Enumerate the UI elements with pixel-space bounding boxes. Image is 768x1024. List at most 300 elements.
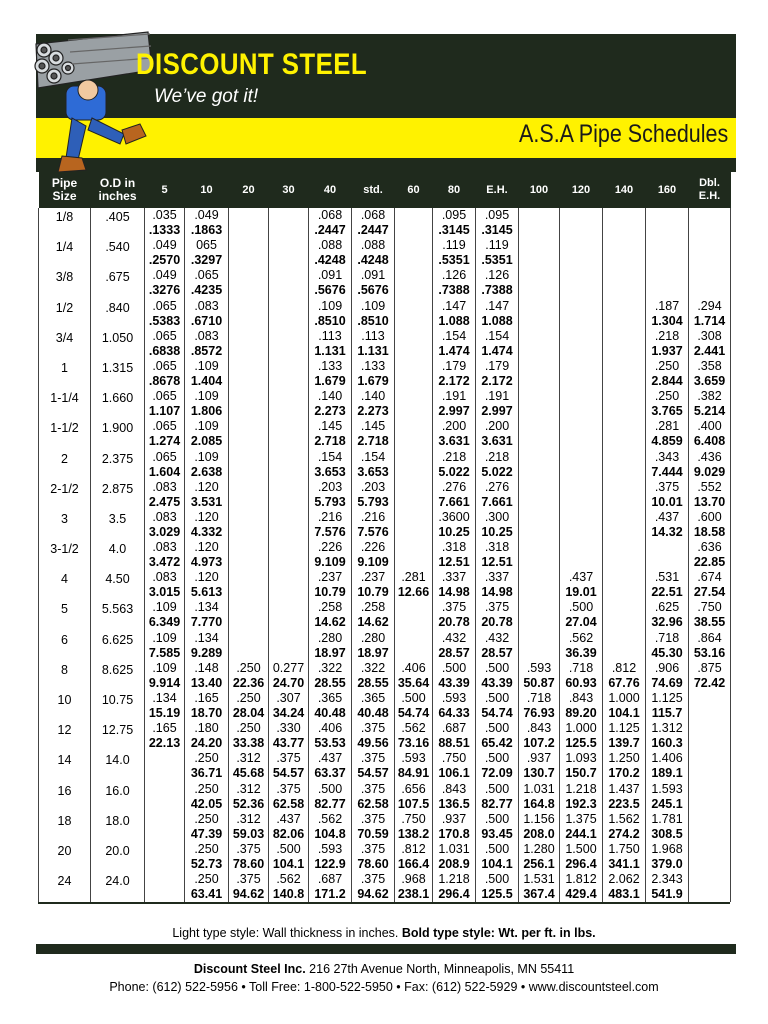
schedule-cell <box>309 782 352 812</box>
weight-per-foot: 2.085 <box>190 434 223 449</box>
weight-per-foot: 244.1 <box>565 826 597 841</box>
wall-thickness: .400 <box>697 419 722 434</box>
weight-per-foot: 1.714 <box>693 313 726 328</box>
weight-per-foot: 2.844 <box>651 373 683 388</box>
pipe-size-cell: 16 <box>39 782 91 812</box>
weight-per-foot: 43.39 <box>481 675 513 690</box>
weight-per-foot: 164.8 <box>523 796 555 811</box>
schedule-cell <box>433 450 476 480</box>
schedule-cell <box>603 631 646 661</box>
schedule-cell <box>603 419 646 449</box>
schedule-cell <box>352 238 395 268</box>
weight-per-foot: 82.77 <box>481 796 513 811</box>
schedule-cell <box>476 812 519 842</box>
outer-diameter-cell: 1.660 <box>91 389 145 419</box>
schedule-cell <box>560 389 603 419</box>
schedule-cell <box>229 691 269 721</box>
outer-diameter-cell: 6.625 <box>91 631 145 661</box>
schedule-cell <box>689 510 731 540</box>
schedule-cell <box>145 721 185 751</box>
schedule-cell <box>309 238 352 268</box>
weight-per-foot: 192.3 <box>565 796 597 811</box>
weight-per-foot: 72.42 <box>693 675 726 690</box>
wall-thickness: 1.031 <box>438 841 470 856</box>
schedule-cell <box>519 691 560 721</box>
footer-rule <box>36 944 736 954</box>
weight-per-foot: .5351 <box>481 253 513 268</box>
schedule-cell <box>395 540 433 570</box>
schedule-cell <box>395 238 433 268</box>
schedule-cell <box>185 359 229 389</box>
weight-per-foot: 4.973 <box>190 555 223 570</box>
wall-thickness: .687 <box>317 872 343 887</box>
schedule-cell <box>185 661 229 691</box>
weight-per-foot: 208.0 <box>523 826 555 841</box>
schedule-cell <box>560 299 603 329</box>
weight-per-foot: 49.56 <box>357 736 389 751</box>
weight-per-foot: .3276 <box>148 283 181 298</box>
schedule-cell <box>646 450 689 480</box>
weight-per-foot: 5.214 <box>693 404 726 419</box>
schedule-cell <box>603 721 646 751</box>
wall-thickness: .226 <box>317 540 343 555</box>
schedule-cell <box>395 359 433 389</box>
weight-per-foot: 171.2 <box>314 887 346 902</box>
wall-thickness: .937 <box>441 811 467 826</box>
wall-thickness: .276 <box>441 479 467 494</box>
weight-per-foot: .5351 <box>438 253 470 268</box>
schedule-cell <box>145 389 185 419</box>
schedule-cell <box>433 661 476 691</box>
weight-per-foot: 4.332 <box>190 524 223 539</box>
weight-per-foot: 34.24 <box>272 706 305 720</box>
wall-thickness: .200 <box>484 419 510 434</box>
outer-diameter-cell: .540 <box>91 238 145 268</box>
weight-per-foot: 9.109 <box>357 555 389 570</box>
weight-per-foot: 35.64 <box>397 675 430 690</box>
weight-per-foot: 54.57 <box>357 766 389 781</box>
schedule-cell <box>476 600 519 630</box>
wall-thickness: .562 <box>568 630 594 645</box>
weight-per-foot: 1.679 <box>357 373 389 388</box>
wall-thickness: .126 <box>441 268 467 283</box>
schedule-cell <box>646 600 689 630</box>
weight-per-foot: 223.5 <box>608 796 640 811</box>
schedule-cell <box>309 329 352 359</box>
wall-thickness: .083 <box>152 570 177 585</box>
footer-contact-line: Phone: (612) 522-5956 • Toll Free: 1-800-522-5950 • Fax: (612) 522-5929 • www.discountsteel.com <box>109 980 659 994</box>
schedule-cell <box>603 570 646 600</box>
schedule-cell <box>229 782 269 812</box>
weight-per-foot: 73.16 <box>397 736 430 751</box>
schedule-cell <box>395 812 433 842</box>
pipe-size-cell: 12 <box>39 721 91 751</box>
wall-thickness: .300 <box>484 509 510 524</box>
schedule-cell <box>269 570 309 600</box>
weight-per-foot: .8510 <box>314 313 346 328</box>
schedule-cell <box>689 721 731 751</box>
schedule-cell <box>229 208 269 238</box>
wall-thickness: .203 <box>317 479 343 494</box>
weight-per-foot: 107.5 <box>397 796 430 811</box>
weight-per-foot: 67.76 <box>608 675 640 690</box>
schedule-cell <box>395 721 433 751</box>
wall-thickness: .083 <box>194 298 219 313</box>
schedule-cell <box>433 842 476 872</box>
weight-per-foot: 45.30 <box>651 645 683 660</box>
schedule-cell <box>433 631 476 661</box>
schedule-cell <box>433 329 476 359</box>
schedule-cell <box>519 751 560 781</box>
schedule-cell <box>229 238 269 268</box>
schedule-cell <box>185 510 229 540</box>
wall-thickness: .095 <box>441 208 467 222</box>
wall-thickness: .750 <box>697 600 722 615</box>
weight-per-foot: 20.78 <box>438 615 470 630</box>
wall-thickness: .109 <box>317 298 343 313</box>
pipe-size-cell: 1-1/4 <box>39 389 91 419</box>
weight-per-foot: 28.55 <box>357 675 389 690</box>
schedule-cell <box>395 450 433 480</box>
pipe-size-cell: 1/8 <box>39 208 91 238</box>
weight-per-foot: 40.48 <box>314 706 346 720</box>
schedule-cell <box>433 782 476 812</box>
wall-thickness: .375 <box>360 811 386 826</box>
schedule-cell <box>560 842 603 872</box>
weight-per-foot: 9.109 <box>314 555 346 570</box>
weight-per-foot: 24.70 <box>272 675 305 690</box>
wall-thickness: .406 <box>317 721 343 736</box>
schedule-cell <box>689 299 731 329</box>
schedule-cell <box>145 419 185 449</box>
column-header: 20 <box>229 172 269 208</box>
schedule-cell <box>519 661 560 691</box>
wall-thickness: .500 <box>401 691 426 705</box>
weight-per-foot: 2.718 <box>314 434 346 449</box>
schedule-cell <box>646 238 689 268</box>
wall-thickness: .593 <box>317 841 343 856</box>
schedule-cell <box>309 268 352 298</box>
schedule-cell <box>229 510 269 540</box>
wall-thickness: .109 <box>194 358 219 373</box>
pipe-size-cell: 1-1/2 <box>39 419 91 449</box>
column-header: 80 <box>433 172 476 208</box>
wall-thickness: .134 <box>152 691 177 705</box>
wall-thickness: .179 <box>441 358 467 373</box>
weight-per-foot: 24.20 <box>190 736 223 751</box>
schedule-cell <box>145 359 185 389</box>
wall-thickness: .133 <box>317 358 343 373</box>
schedule-cell <box>352 359 395 389</box>
wall-thickness: .191 <box>441 389 467 404</box>
schedule-cell <box>145 631 185 661</box>
wall-thickness: .065 <box>194 268 219 283</box>
weight-per-foot: .2447 <box>314 223 346 237</box>
wall-thickness: .065 <box>152 298 177 313</box>
schedule-cell <box>603 208 646 238</box>
weight-per-foot: .7388 <box>438 283 470 298</box>
wall-thickness: .083 <box>152 509 177 524</box>
schedule-cell <box>689 631 731 661</box>
wall-thickness: 1.531 <box>523 872 555 887</box>
weight-per-foot: 5.613 <box>190 585 223 600</box>
wall-thickness: .562 <box>401 721 426 736</box>
weight-per-foot: 3.659 <box>693 373 726 388</box>
wall-thickness: .500 <box>317 781 343 796</box>
pipe-size-cell: 24 <box>39 872 91 902</box>
weight-per-foot: 22.36 <box>232 675 265 690</box>
schedule-cell <box>269 480 309 510</box>
schedule-cell <box>269 268 309 298</box>
schedule-cell <box>689 268 731 298</box>
wall-thickness: .3600 <box>438 509 470 524</box>
brand-tagline: We’ve got it! <box>154 86 259 107</box>
wall-thickness: .083 <box>152 479 177 494</box>
outer-diameter-cell: 18.0 <box>91 812 145 842</box>
schedule-cell <box>229 359 269 389</box>
outer-diameter-cell: 1.900 <box>91 419 145 449</box>
schedule-cell <box>309 299 352 329</box>
schedule-cell <box>395 268 433 298</box>
table-row <box>39 299 731 329</box>
wall-thickness: .432 <box>441 630 467 645</box>
weight-per-foot: 115.7 <box>651 706 683 720</box>
column-header: 60 <box>395 172 433 208</box>
weight-per-foot: 125.5 <box>565 736 597 751</box>
weight-per-foot: 125.5 <box>481 887 513 902</box>
schedule-cell <box>689 329 731 359</box>
pipe-size-cell: 3/8 <box>39 268 91 298</box>
wall-thickness: 1.375 <box>565 811 597 826</box>
weight-per-foot: .1863 <box>190 223 223 237</box>
table-row <box>39 721 731 751</box>
wall-thickness: .437 <box>276 811 301 826</box>
schedule-cell <box>352 751 395 781</box>
weight-per-foot: 122.9 <box>314 856 346 871</box>
schedule-cell <box>476 510 519 540</box>
pipe-size-cell: 20 <box>39 842 91 872</box>
wall-thickness: .068 <box>317 208 343 222</box>
weight-per-foot: 94.62 <box>357 887 389 902</box>
pipe-size-cell: 14 <box>39 751 91 781</box>
weight-per-foot: 64.33 <box>438 706 470 720</box>
wall-thickness: .109 <box>152 660 177 675</box>
wall-thickness: .165 <box>194 691 219 705</box>
wall-thickness: .593 <box>401 751 426 766</box>
schedule-cell <box>646 631 689 661</box>
weight-per-foot: 104.8 <box>314 826 346 841</box>
wall-thickness: .406 <box>401 660 426 675</box>
weight-per-foot: 104.1 <box>481 856 513 871</box>
wall-thickness: .337 <box>441 570 467 585</box>
brand-name: DISCOUNT STEEL <box>136 48 368 81</box>
wall-thickness: 1.562 <box>608 811 640 826</box>
weight-per-foot: 28.55 <box>314 675 346 690</box>
wall-thickness: .968 <box>401 872 426 887</box>
schedule-cell <box>185 600 229 630</box>
wall-thickness: 1.500 <box>565 841 597 856</box>
pipe-size-cell: 5 <box>39 600 91 630</box>
schedule-cell <box>560 238 603 268</box>
schedule-cell <box>433 480 476 510</box>
schedule-cell <box>352 691 395 721</box>
wall-thickness: .154 <box>484 328 510 343</box>
wall-thickness: .906 <box>654 660 680 675</box>
wall-thickness: .120 <box>194 570 219 585</box>
wall-thickness: .812 <box>611 660 637 675</box>
schedule-cell <box>560 329 603 359</box>
wall-thickness: .216 <box>317 509 343 524</box>
schedule-cell <box>603 359 646 389</box>
weight-per-foot: .8572 <box>190 343 223 358</box>
schedule-cell <box>269 208 309 238</box>
schedule-cell <box>395 691 433 721</box>
schedule-cell <box>269 661 309 691</box>
schedule-cell <box>309 208 352 238</box>
weight-per-foot: 274.2 <box>608 826 640 841</box>
weight-per-foot: 2.441 <box>693 343 726 358</box>
schedule-cell <box>309 450 352 480</box>
schedule-cell <box>646 540 689 570</box>
weight-per-foot: 50.87 <box>523 675 555 690</box>
schedule-cell <box>229 872 269 902</box>
schedule-cell <box>145 782 185 812</box>
wall-thickness: .375 <box>360 751 386 766</box>
schedule-cell <box>433 419 476 449</box>
weight-per-foot: 140.8 <box>272 887 305 902</box>
weight-per-foot: .8678 <box>148 373 181 388</box>
weight-per-foot: 2.273 <box>357 404 389 419</box>
schedule-cell <box>519 268 560 298</box>
weight-per-foot: 6.408 <box>693 434 726 449</box>
table-row <box>39 751 731 781</box>
weight-per-foot: 88.51 <box>438 736 470 751</box>
schedule-cell <box>185 419 229 449</box>
wall-thickness: .437 <box>568 570 594 585</box>
weight-per-foot: 18.97 <box>314 645 346 660</box>
outer-diameter-cell: 16.0 <box>91 782 145 812</box>
weight-per-foot: 43.77 <box>272 736 305 751</box>
schedule-cell <box>229 842 269 872</box>
weight-per-foot: 28.04 <box>232 706 265 720</box>
schedule-cell <box>352 268 395 298</box>
weight-per-foot: 238.1 <box>397 887 430 902</box>
schedule-cell <box>185 480 229 510</box>
weight-per-foot: 10.79 <box>314 585 346 600</box>
weight-per-foot: 3.029 <box>148 524 181 539</box>
schedule-cell <box>395 661 433 691</box>
wall-thickness: .226 <box>360 540 386 555</box>
weight-per-foot: .4235 <box>190 283 223 298</box>
pipe-size-cell: 4 <box>39 570 91 600</box>
wall-thickness: .091 <box>317 268 343 283</box>
weight-per-foot: 7.770 <box>190 615 223 630</box>
wall-thickness: .088 <box>317 238 343 253</box>
wall-thickness: 1.250 <box>608 751 640 766</box>
wall-thickness: .375 <box>236 872 261 887</box>
schedule-cell <box>309 510 352 540</box>
weight-per-foot: 28.57 <box>481 645 513 660</box>
wall-thickness: .322 <box>360 660 386 675</box>
schedule-cell <box>229 540 269 570</box>
wall-thickness: .382 <box>697 389 722 404</box>
weight-per-foot: 22.85 <box>693 555 726 570</box>
schedule-cell <box>476 570 519 600</box>
wall-thickness: .375 <box>360 781 386 796</box>
schedule-cell <box>269 540 309 570</box>
wall-thickness: .250 <box>654 358 680 373</box>
pipe-size-cell: 2 <box>39 450 91 480</box>
weight-per-foot: 5.022 <box>438 464 470 479</box>
weight-per-foot: 296.4 <box>565 856 597 871</box>
schedule-cell <box>185 782 229 812</box>
outer-diameter-cell: .675 <box>91 268 145 298</box>
wall-thickness: .312 <box>236 811 261 826</box>
weight-per-foot: .8510 <box>357 313 389 328</box>
schedule-cell <box>476 872 519 902</box>
weight-per-foot: 170.8 <box>438 826 470 841</box>
weight-per-foot: 7.576 <box>314 524 346 539</box>
wall-thickness: .330 <box>276 721 301 736</box>
schedule-cell <box>309 389 352 419</box>
wall-thickness: .308 <box>697 328 722 343</box>
schedule-cell <box>476 540 519 570</box>
outer-diameter-cell: 20.0 <box>91 842 145 872</box>
wall-thickness: .145 <box>360 419 386 434</box>
schedule-cell <box>309 570 352 600</box>
wall-thickness: .120 <box>194 479 219 494</box>
schedule-cell <box>352 329 395 359</box>
wall-thickness: 065 <box>196 238 217 253</box>
schedule-cell <box>352 721 395 751</box>
schedule-cell <box>603 782 646 812</box>
weight-per-foot: 19.01 <box>565 585 597 600</box>
weight-per-foot: 27.04 <box>565 615 597 630</box>
schedule-cell <box>560 751 603 781</box>
wall-thickness: .065 <box>152 389 177 404</box>
weight-per-foot: 9.289 <box>190 645 223 660</box>
schedule-cell <box>519 570 560 600</box>
schedule-cell <box>476 480 519 510</box>
wall-thickness: .937 <box>526 751 552 766</box>
schedule-cell <box>229 329 269 359</box>
wall-thickness: .562 <box>317 811 343 826</box>
schedule-cell <box>185 450 229 480</box>
pipe-size-cell: 1 <box>39 359 91 389</box>
pipe-size-cell: 1/2 <box>39 299 91 329</box>
table-row <box>39 510 731 540</box>
weight-per-foot: 5.793 <box>314 494 346 509</box>
wall-thickness: .358 <box>697 358 722 373</box>
schedule-cell <box>229 419 269 449</box>
wall-thickness: 1.968 <box>651 841 683 856</box>
weight-per-foot: 78.60 <box>357 856 389 871</box>
wall-thickness: .250 <box>194 751 219 766</box>
schedule-cell <box>185 238 229 268</box>
weight-per-foot: 136.5 <box>438 796 470 811</box>
table-row <box>39 419 731 449</box>
schedule-cell <box>476 419 519 449</box>
schedule-cell <box>395 751 433 781</box>
weight-per-foot: 65.42 <box>481 736 513 751</box>
weight-per-foot: 2.172 <box>438 373 470 388</box>
wall-thickness: .436 <box>697 449 722 464</box>
weight-per-foot: 106.1 <box>438 766 470 781</box>
schedule-cell <box>603 872 646 902</box>
schedule-cell <box>603 661 646 691</box>
schedule-cell <box>433 359 476 389</box>
schedule-cell <box>145 812 185 842</box>
